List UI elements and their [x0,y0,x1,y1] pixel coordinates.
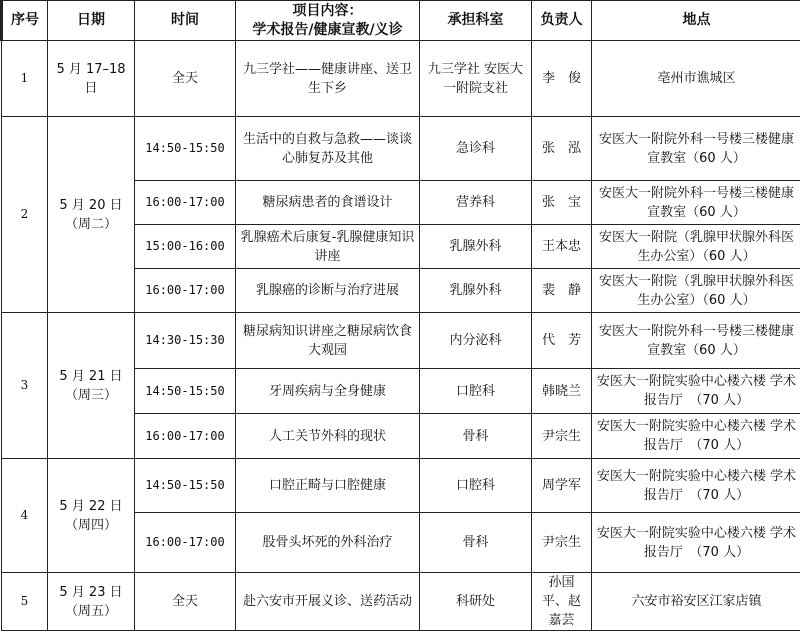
dept-cell: 科研处 [420,573,532,631]
location-cell: 安医大一附院实验中心楼六楼 学术报告厅 （70 人） [592,414,800,459]
content-cell: 口腔正畸与口腔健康 [236,459,420,513]
person-cell: 裴 静 [532,269,592,313]
table-row [2,41,800,117]
location-cell: 安医大一附院（乳腺甲状腺外科医生办公室）（60 人） [592,269,800,313]
header-date: 日期 [48,1,135,41]
content-cell: 生活中的自救与急救——谈谈心肺复苏及其他 [236,117,420,181]
dept-cell: 骨科 [420,414,532,459]
time-cell: 全天 [135,41,236,117]
time-cell: 14:30-15:30 [135,313,236,369]
dept-cell: 急诊科 [420,117,532,181]
person-cell: 韩晓兰 [532,369,592,414]
seq-cell: 4 [2,459,48,573]
seq-cell: 1 [2,41,48,117]
time-cell: 14:50-15:50 [135,117,236,181]
dept-cell: 骨科 [420,513,532,573]
header-content [236,1,420,41]
header-row [2,1,800,41]
content-cell: 乳腺癌的诊断与治疗进展 [236,269,420,313]
location-cell: 六安市裕安区江家店镇 [592,573,800,631]
content-cell: 人工关节外科的现状 [236,414,420,459]
header-seq: 序号 [2,1,48,41]
content-cell: 股骨头坏死的外科治疗 [236,513,420,573]
header-time: 时间 [135,1,236,41]
table-row [2,573,800,631]
seq-cell: 5 [2,573,48,631]
location-cell: 安医大一附院实验中心楼六楼 学术报告厅 （70 人） [592,369,800,414]
dept-cell: 乳腺外科 [420,269,532,313]
header-content-line1: 项目内容： [292,2,363,19]
dept-cell: 九三学社 安医大一附院支社 [420,41,532,117]
time-cell: 16:00-17:00 [135,269,236,313]
person-cell: 孙国平、赵嘉芸 [532,573,592,631]
location-cell: 安医大一附院外科一号楼三楼健康宣教室（60 人） [592,181,800,225]
date-cell: 5 月 21 日（周三） [48,313,135,459]
content-cell: 牙周疾病与全身健康 [236,369,420,414]
dept-cell: 口腔科 [420,459,532,513]
header-dept: 承担科室 [420,1,532,41]
location-cell: 安医大一附院（乳腺甲状腺外科医生办公室）（60 人） [592,225,800,269]
time-cell: 16:00-17:00 [135,414,236,459]
content-cell: 糖尿病患者的食谱设计 [236,181,420,225]
location-cell: 亳州市谯城区 [592,41,800,117]
table-row [2,313,800,369]
dept-cell: 乳腺外科 [420,225,532,269]
location-cell: 安医大一附院外科一号楼三楼健康宣教室（60 人） [592,313,800,369]
date-cell: 5 月 22 日（周四） [48,459,135,573]
person-cell: 尹宗生 [532,414,592,459]
date-cell: 5 月 17–18 日 [48,41,135,117]
person-cell: 代 芳 [532,313,592,369]
dept-cell: 口腔科 [420,369,532,414]
person-cell: 李 俊 [532,41,592,117]
date-cell: 5 月 20 日（周二） [48,117,135,313]
time-cell: 14:50-15:50 [135,369,236,414]
content-cell: 赴六安市开展义诊、送药活动 [236,573,420,631]
content-cell: 糖尿病知识讲座之糖尿病饮食大观园 [236,313,420,369]
header-location: 地点 [592,1,800,41]
dept-cell: 内分泌科 [420,313,532,369]
time-cell: 全天 [135,573,236,631]
time-cell: 15:00-16:00 [135,225,236,269]
table-row [2,459,800,513]
time-cell: 14:50-15:50 [135,459,236,513]
time-cell: 16:00-17:00 [135,513,236,573]
person-cell: 尹宗生 [532,513,592,573]
person-cell: 张 泓 [532,117,592,181]
header-person: 负责人 [532,1,592,41]
location-cell: 安医大一附院实验中心楼六楼 学术报告厅 （70 人） [592,459,800,513]
header-content-line2: 学术报告/健康宣教/义诊 [252,21,403,38]
person-cell: 王本忠 [532,225,592,269]
location-cell: 安医大一附院外科一号楼三楼健康宣教室（60 人） [592,117,800,181]
person-cell: 周学军 [532,459,592,513]
seq-cell: 3 [2,313,48,459]
date-cell: 5 月 23 日（周五） [48,573,135,631]
location-cell: 安医大一附院实验中心楼六楼 学术报告厅 （70 人） [592,513,800,573]
table-row [2,117,800,181]
seq-cell: 2 [2,117,48,313]
content-cell: 乳腺癌术后康复-乳腺健康知识讲座 [236,225,420,269]
person-cell: 张 宝 [532,181,592,225]
dept-cell: 营养科 [420,181,532,225]
time-cell: 16:00-17:00 [135,181,236,225]
content-cell: 九三学社——健康讲座、送卫生下乡 [236,41,420,117]
